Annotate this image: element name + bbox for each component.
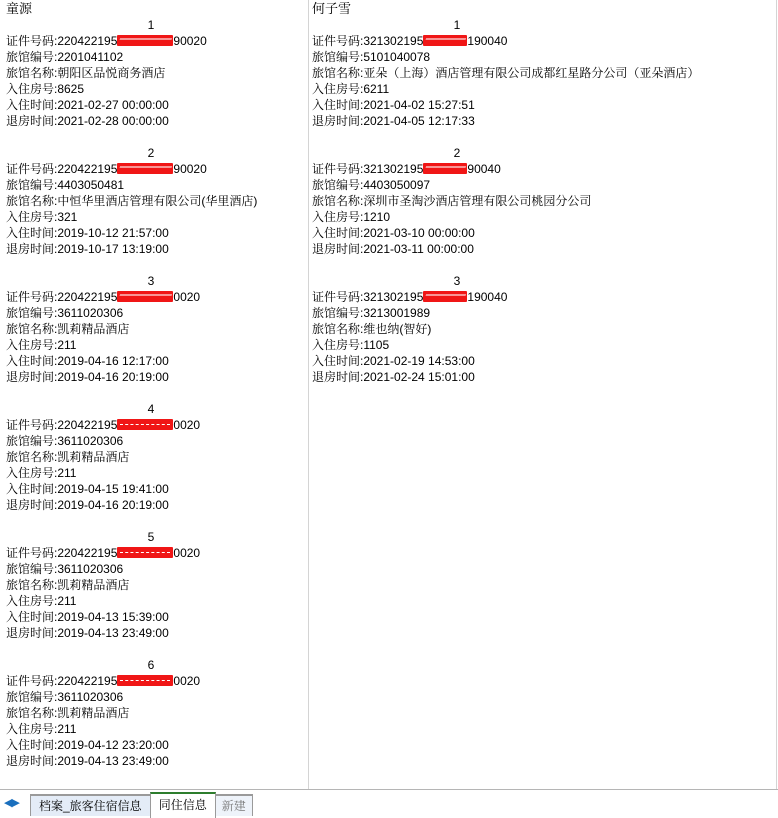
field-value-suffix: 90020	[173, 34, 207, 48]
record-field: 入住房号:211	[6, 722, 77, 736]
field-label: 证件号码:321302195	[312, 162, 424, 176]
record-field: 旅馆名称:凯莉精品酒店	[6, 578, 130, 592]
record-field	[312, 161, 616, 177]
field-label: 证件号码:321302195	[312, 34, 424, 48]
record-field: 入住时间:2021-02-19 14:53:00	[312, 354, 475, 368]
field-value-suffix: 0020	[173, 290, 201, 304]
field-value-suffix: 90020	[173, 162, 207, 176]
sheet-tab[interactable]: 同住信息	[150, 792, 216, 818]
record-field: 旅馆编号:3213001989	[312, 306, 431, 320]
record-spacer	[6, 513, 310, 529]
record-field: 入住房号:6211	[312, 82, 390, 96]
stay-records-left	[6, 17, 310, 785]
redaction-bar	[117, 35, 173, 46]
stay-record	[6, 657, 310, 785]
field-label: 证件号码:321302195	[312, 290, 424, 304]
field-value-suffix: 90040	[467, 162, 501, 176]
record-field: 入住房号:1105	[312, 338, 390, 352]
stay-record	[312, 273, 616, 401]
record-index: 6	[147, 658, 155, 672]
stay-record	[6, 273, 310, 401]
person-name-right: 何子雪	[312, 1, 352, 16]
column-left[interactable]	[6, 0, 310, 790]
record-field: 入住房号:211	[6, 594, 77, 608]
record-field: 入住时间:2019-10-12 21:57:00	[6, 226, 169, 240]
record-spacer	[6, 769, 310, 785]
redaction-bar	[117, 419, 173, 430]
record-spacer	[6, 385, 310, 401]
redaction-bar	[117, 675, 173, 686]
record-field: 旅馆编号:3611020306	[6, 306, 124, 320]
record-field: 旅馆名称:朝阳区品悦商务酒店	[6, 66, 166, 80]
stay-records-right	[312, 17, 700, 401]
redaction-bar	[117, 291, 173, 302]
record-field: 旅馆编号:4403050097	[312, 178, 431, 192]
record-spacer	[312, 129, 616, 145]
record-field: 退房时间:2019-10-17 13:19:00	[6, 242, 169, 256]
record-field: 入住时间:2019-04-16 12:17:00	[6, 354, 169, 368]
record-field: 入住房号:1210	[312, 210, 391, 224]
redaction-bar	[423, 163, 467, 174]
record-index: 1	[147, 18, 155, 32]
record-spacer	[6, 641, 310, 657]
sheet-tab[interactable]: 新建	[215, 794, 253, 816]
redaction-bar	[117, 547, 173, 558]
record-field: 入住时间:2019-04-15 19:41:00	[6, 482, 169, 496]
record-index: 1	[453, 18, 461, 32]
stay-record	[6, 17, 310, 145]
redaction-bar	[117, 163, 173, 174]
record-field	[6, 545, 310, 561]
horizontal-scrollbar[interactable]	[278, 804, 778, 818]
record-spacer	[312, 257, 616, 273]
field-value-suffix: 190040	[467, 34, 508, 48]
record-field: 旅馆编号:5101040078	[312, 50, 431, 64]
record-field: 旅馆名称:凯莉精品酒店	[6, 450, 130, 464]
field-label: 证件号码:220422195	[6, 546, 118, 560]
record-field: 退房时间:2019-04-13 23:49:00	[6, 626, 169, 640]
sheet-tab-bar[interactable]	[0, 789, 778, 818]
field-label: 证件号码:220422195	[6, 674, 118, 688]
tab-scroll-icon[interactable]: ◀▶	[4, 797, 19, 809]
record-field: 退房时间:2019-04-16 20:19:00	[6, 370, 169, 384]
record-field	[6, 289, 310, 305]
record-field: 退房时间:2021-03-11 00:00:00	[312, 242, 474, 256]
stay-record	[6, 145, 310, 273]
record-field	[6, 417, 310, 433]
field-value-suffix: 0020	[173, 418, 201, 432]
record-field: 入住时间:2019-04-13 15:39:00	[6, 610, 169, 624]
record-field	[6, 161, 310, 177]
record-field: 旅馆编号:3611020306	[6, 434, 124, 448]
record-index: 4	[147, 402, 155, 416]
record-field: 退房时间:2021-04-05 12:17:33	[312, 114, 475, 128]
record-field: 退房时间:2021-02-24 15:01:00	[312, 370, 475, 384]
stay-record	[6, 529, 310, 657]
record-field: 入住房号:321	[6, 210, 78, 224]
column-divider-right	[776, 0, 777, 790]
record-field: 入住房号:211	[6, 466, 77, 480]
redaction-bar	[423, 291, 467, 302]
person-name-left: 童源	[6, 1, 33, 16]
record-field	[6, 33, 310, 49]
record-index: 2	[147, 146, 155, 160]
field-value-suffix: 0020	[173, 546, 201, 560]
column-right[interactable]	[312, 0, 700, 790]
field-value-suffix: 190040	[467, 290, 508, 304]
record-field: 退房时间:2021-02-28 00:00:00	[6, 114, 169, 128]
field-label: 证件号码:220422195	[6, 290, 118, 304]
record-index: 3	[147, 274, 155, 288]
record-field: 入住房号:211	[6, 338, 77, 352]
record-field: 入住房号:8625	[6, 82, 85, 96]
record-field: 旅馆名称:凯莉精品酒店	[6, 706, 130, 720]
record-field: 入住时间:2019-04-12 23:20:00	[6, 738, 169, 752]
record-field: 旅馆名称:凯莉精品酒店	[6, 322, 130, 336]
record-field: 退房时间:2019-04-16 20:19:00	[6, 498, 169, 512]
redaction-bar	[423, 35, 467, 46]
record-field	[312, 289, 616, 305]
record-field: 入住时间:2021-02-27 00:00:00	[6, 98, 169, 112]
record-field	[312, 33, 616, 49]
stay-record	[312, 145, 616, 273]
record-field	[6, 673, 310, 689]
record-field: 入住时间:2021-04-02 15:27:51	[312, 98, 475, 112]
record-field: 退房时间:2019-04-13 23:49:00	[6, 754, 169, 768]
field-label: 证件号码:220422195	[6, 162, 118, 176]
field-label: 证件号码:220422195	[6, 418, 118, 432]
record-field: 旅馆编号:3611020306	[6, 690, 124, 704]
record-index: 5	[147, 530, 155, 544]
stay-record	[312, 17, 700, 145]
record-index: 2	[453, 146, 461, 160]
record-field: 旅馆名称:维也纳(智好)	[312, 322, 432, 336]
record-field: 旅馆名称:中恒华里酒店管理有限公司(华里酒店)	[6, 194, 258, 208]
record-field: 旅馆编号:2201041102	[6, 50, 124, 64]
field-label: 证件号码:220422195	[6, 34, 118, 48]
field-value-suffix: 0020	[173, 674, 201, 688]
record-index: 3	[453, 274, 461, 288]
record-spacer	[6, 257, 310, 273]
sheet-tabs[interactable]	[30, 790, 252, 818]
record-field: 旅馆名称:亚朵（上海）酒店管理有限公司成都红星路分公司（亚朵酒店）	[312, 66, 700, 80]
record-field: 旅馆编号:3611020306	[6, 562, 124, 576]
record-spacer	[312, 385, 616, 401]
record-field: 旅馆名称:深圳市圣淘沙酒店管理有限公司桃园分公司	[312, 194, 592, 208]
record-field: 入住时间:2021-03-10 00:00:00	[312, 226, 475, 240]
stay-record	[6, 401, 310, 529]
record-spacer	[6, 129, 310, 145]
record-field: 旅馆编号:4403050481	[6, 178, 125, 192]
sheet-tab[interactable]: 档案_旅客住宿信息	[30, 794, 151, 816]
